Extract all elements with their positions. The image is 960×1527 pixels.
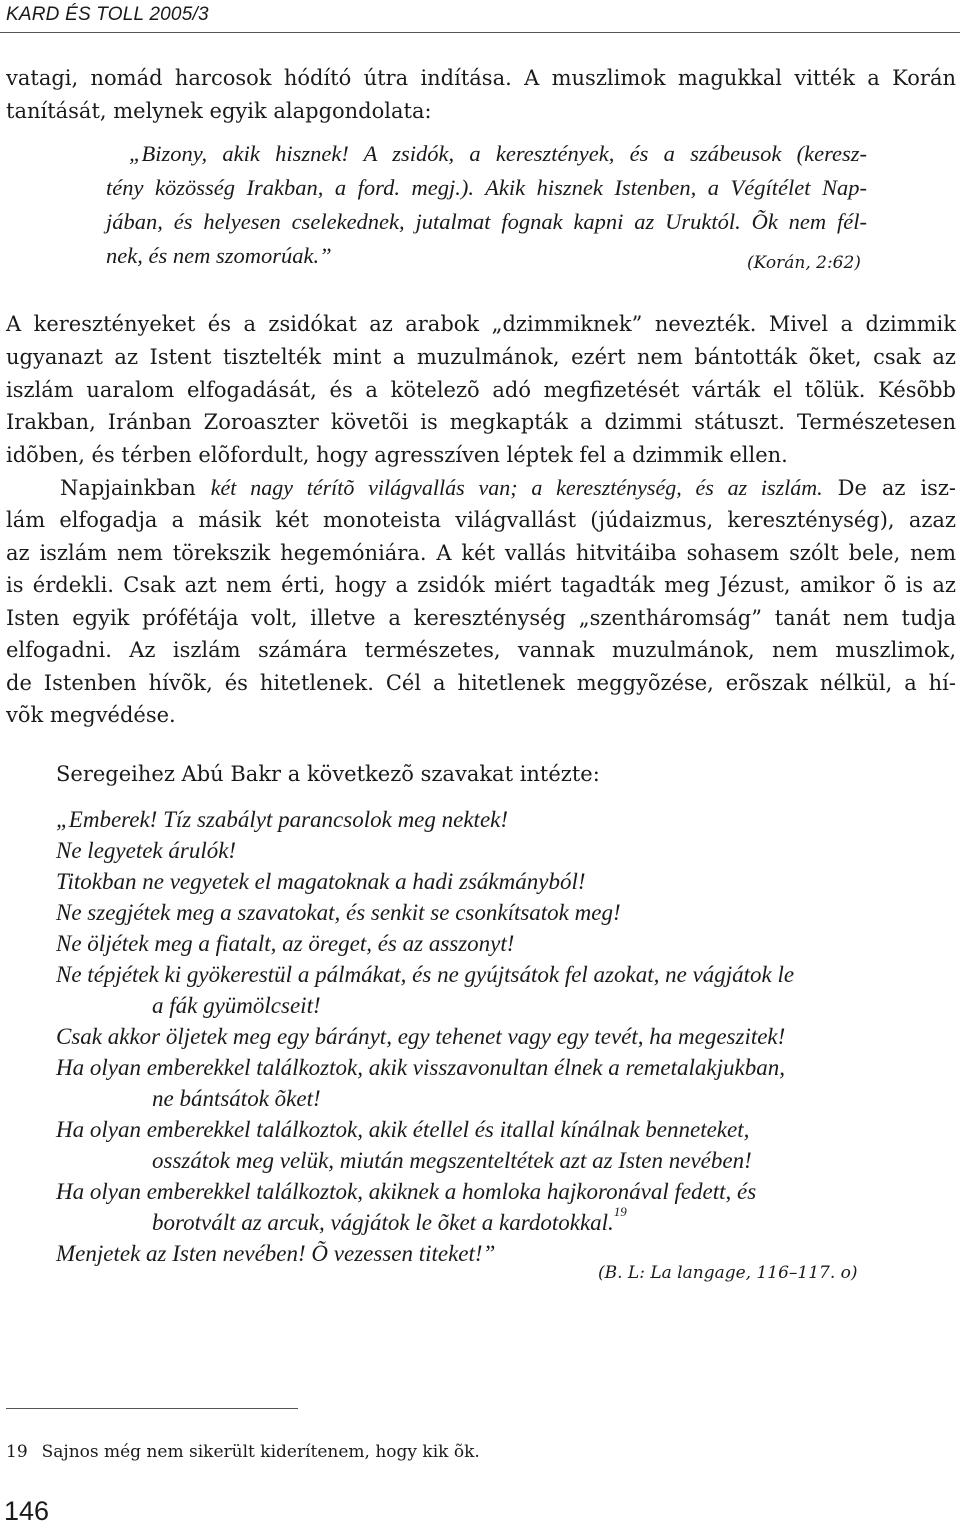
footnote	[6, 1442, 480, 1462]
paragraph-line: de Istenben hívõk, és hitetlenek. Cél a hitetlenek meggyõzése, erõszak nélkül, a hí-	[6, 671, 956, 695]
command-line: ne bántsátok õket!	[152, 1086, 321, 1111]
paragraph-line: Irakban, Iránban Zoroaszter követõi is megkapták a dzimmi státuszt. Természetesen	[6, 410, 956, 434]
quote-line: jában, és helyesen cselekednek, jutalmat fognak kapni az Uruktól. Õk nem fél-	[106, 209, 867, 234]
paragraph-line: iszlám uaralom elfogadását, és a kötelezõ adó megfizetését várták el tõlük. Késõbb	[6, 378, 956, 402]
footnote-text: Sajnos még nem sikerült kiderítenem, hogy kik õk.	[41, 1442, 480, 1462]
command-line: Ha olyan emberekkel találkoztok, akik étellel és itallal kínálnak benneteket,	[56, 1117, 750, 1142]
paragraph-line: is érdekli. Csak azt nem érti, hogy a zsidók miért tagadták meg Jézust, amikor õ is az	[6, 573, 956, 597]
paragraph-line: tanítását, melynek egyik alapgondolata:	[6, 99, 432, 123]
command-line: Ne szegjétek meg a szavatokat, és senkit se csonkítsatok meg!	[56, 900, 621, 925]
command-line: osszátok meg velük, miután megszenteltétek azt az Isten nevében!	[152, 1148, 752, 1173]
paragraph-line: A keresztényeket és a zsidókat az arabok „dzimmiknek” nevezték. Mivel a dzimmik	[6, 312, 956, 336]
quote-line: tény közösség Irakban, a ford. megj.). Akik hisznek Istenben, a Végítélet Nap-	[106, 175, 867, 200]
command-line: a fák gyümölcseit!	[152, 993, 321, 1018]
paragraph-line: Napjainkban két nagy térítõ világvallás van; a kereszténység, és az iszlám. De az isz-	[60, 475, 957, 500]
command-line: Ne legyetek árulók!	[56, 838, 237, 863]
paragraph-line: ugyanazt az Istent tisztelték mint a muzulmánok, ezért nem bántották õket, csak az	[6, 345, 956, 369]
paragraph-line: idõben, és térben elõfordult, hogy agresszíven léptek fel a dzimmik ellen.	[6, 443, 788, 467]
command-line: Ha olyan emberekkel találkoztok, akiknek a homloka hajkoronával fedett, és	[56, 1179, 757, 1204]
command-line: Ha olyan emberekkel találkoztok, akik visszavonultan élnek a remetalakjukban,	[56, 1055, 785, 1080]
command-line: Titokban ne vegyetek el magatoknak a hadi zsákmányból!	[56, 869, 586, 894]
quote-line: nek, és nem szomorúak.”	[106, 243, 332, 268]
commands-source: (B. L: La langage, 116–117. o)	[598, 1263, 858, 1283]
command-line: Ne öljétek meg a fiatalt, az öreget, és az asszonyt!	[56, 931, 515, 956]
page-number: 146	[4, 1496, 50, 1526]
paragraph-line: Isten egyik prófétája volt, illetve a kereszténység „szentháromság” tanát nem tudja	[6, 606, 956, 630]
footnote-number: 19	[6, 1442, 28, 1462]
paragraph-line: lám elfogadja a másik két monoteista világvallást (júdaizmus, kereszténység), azaz	[6, 508, 956, 532]
command-line: borotvált az arcuk, vágjátok le õket a kardotokkal.$^{19}$	[152, 1204, 627, 1235]
quote-line: „Bizony, akik hisznek! A zsidók, a keresztények, és a szábeusok (keresz-	[129, 141, 867, 166]
paragraph-line: vatagi, nomád harcosok hódító útra indítása. A muszlimok magukkal vitték a Korán	[6, 66, 956, 90]
paragraph-line: az iszlám nem törekszik hegemóniára. A két vallás hitvitáiba sohasem szólt bele, nem	[6, 541, 956, 565]
command-line: Ne tépjétek ki gyökerestül a pálmákat, és ne gyújtsátok fel azokat, ne vágjátok le	[56, 962, 795, 987]
running-header: KARD ÉS TOLL 2005/3	[6, 4, 209, 25]
footnote-reference: 19	[613, 1204, 627, 1219]
intro-line: Seregeihez Abú Bakr a következõ szavakat intézte:	[56, 762, 600, 786]
paragraph-line: võk megvédése.	[6, 703, 176, 727]
command-line: Csak akkor öljetek meg egy bárányt, egy tehenet vagy egy tevét, ha megeszitek!	[56, 1024, 786, 1049]
command-line: Menjetek az Isten nevében! Õ vezessen titeket!”	[56, 1241, 496, 1266]
quote-source: (Korán, 2:62)	[747, 253, 861, 273]
header-rule	[0, 32, 960, 33]
paragraph-line: elfogadni. Az iszlám számára természetes, vannak muzulmánok, nem muszlimok,	[6, 638, 956, 662]
footnote-rule	[6, 1408, 298, 1409]
command-line: „Emberek! Tíz szabályt parancsolok meg nektek!	[56, 807, 509, 832]
